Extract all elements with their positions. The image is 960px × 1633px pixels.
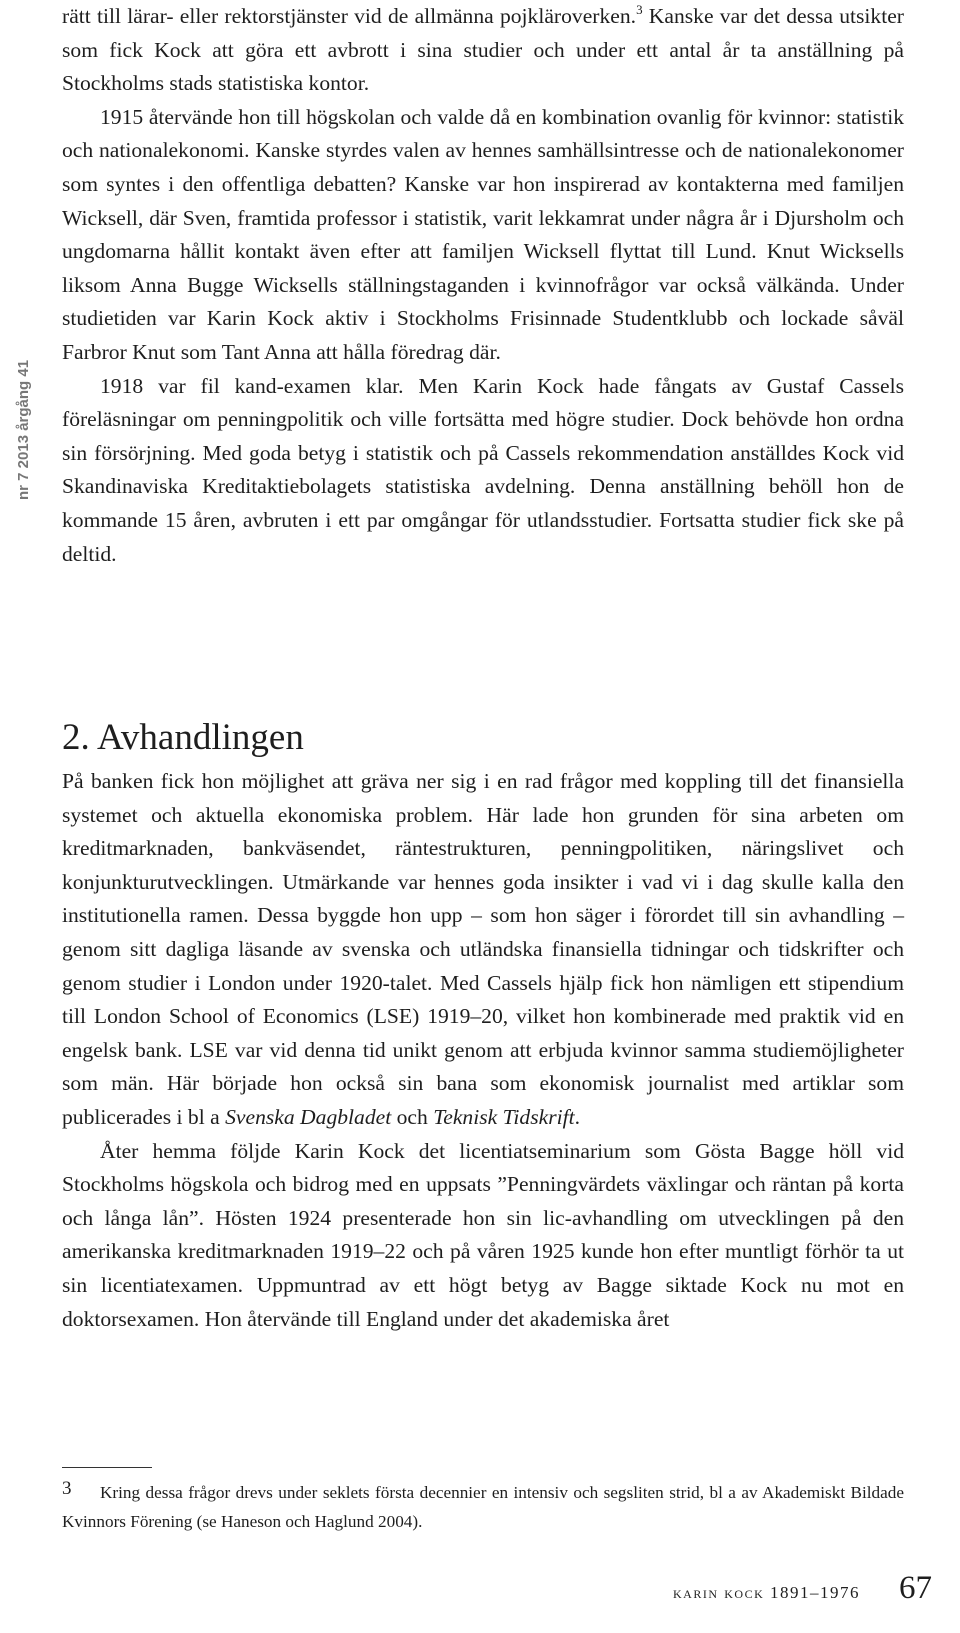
footnote-divider: [62, 1467, 152, 1468]
publication-title: Svenska Dagbladet: [225, 1104, 392, 1129]
paragraph-continuation: [62, 0, 904, 101]
section-2-text: [62, 765, 904, 1336]
section-heading: 2. Avhandlingen: [62, 717, 304, 758]
conjunction-text: och: [396, 1104, 428, 1129]
paragraph: Åter hemma följde Karin Kock det licentiatseminarium som Gösta Bagge höll vid Stockholms högskola och bidrog med en uppsats ”Penningvärdets växlingar och räntan på korta och långa lån”. Hösten 1924 presenterade hon sin lic-avhandling om utvecklingen på den amerikanska kreditmarknaden 1919–22 och på våren 1925 kunde hon efter muntligt förhör ta ut sin licentiatexamen. Uppmuntrad av ett högt betyg av Bagge siktade Kock nu mot en doktorsexamen. Hon återvände till England under det akademiska året: [62, 1138, 904, 1331]
footnote-text: Kring dessa frågor drevs under seklets första decennier en intensiv och segsliten strid, bl a av Akademiskt Bildade Kvinnors Förening (se Haneson och Haglund 2004).: [62, 1483, 904, 1531]
footnote: [62, 1474, 904, 1536]
paragraph: 1918 var fil kand-examen klar. Men Karin Kock hade fångats av Gustaf Cassels föreläsningar om penningpolitik och ville fortsätta med högre studier. Dock behövde hon ordna sin försörjning. Med goda betyg i statistik och på Cassels rekommendation anställdes Kock vid Skandinaviska Kreditaktiebolagets statistiska avdelning. Denna anställning behöll hon de kommande 15 åren, avbruten i ett par omgångar för utlandsstudier. Fortsatta studier fick ske på deltid.: [62, 373, 904, 566]
paragraph-text: På banken fick hon möjlighet att gräva ner sig i en rad frågor med koppling till det finansiella systemet och aktuella ekonomiska problem. Här lade hon grunden för sina arbeten om kreditmarknaden, bankväsendet, räntestrukturen, penningpolitiken, näringslivet och konjunkturutvecklingen. Utmärkande var hennes goda insikter i vad vi i dag skulle kalla den institutionella ramen. Dessa byggde hon upp – som hon säger i förordet till sin avhandling – genom sitt dagliga läsande av svenska och utländska finansiella tidningar och tidskrifter och genom studier i London under 1920-talet. Med Cassels hjälp fick hon nämligen ett stipendium till London School of Economics (LSE) 1919–20, vilket hon kombinerade med praktik vid en engelsk bank. LSE var vid denna tid unikt genom att erbjuda kvinnor samma studiemöjligheter som män. Här började hon också sin bana som ekonomisk journalist med artiklar som publicerades i bl a: [62, 769, 904, 1129]
paragraph-text: Kanske var det dessa utsikter som fick Kock att göra ett avbrott i sina studier och under ett antal år ta anställning på Stockholms stads statistiska kontor.: [62, 4, 904, 96]
section-1-text: [62, 0, 904, 571]
paragraph-text: rätt till lärar- eller rektorstjänster vid de allmänna pojkläroverken.: [62, 4, 637, 28]
footnote-reference: 3: [636, 2, 643, 17]
section-1-body: [62, 0, 904, 571]
paragraph: 1915 återvände hon till högskolan och valde då en kombination ovanlig för kvinnor: statistik och nationalekonomi. Kanske styrdes valen av hennes samhällsintresse och de nationalekonomer som syntes i den offentliga debatten? Kanske var hon inspirerad av kontakterna med familjen Wicksell, där Sven, framtida professor i statistik, varit lekkamrat under några år i Djursholm och ungdomarna hållit kontakt även efter att familjen Wicksell flyttat till Lund. Knut Wicksells liksom Anna Bugge Wicksells ställningstaganden i kvinnofrågor var också välkända. Under studietiden var Karin Kock aktiv i Stockholms Frisinnade Studentklubb och lockade såväl Farbror Knut som Tant Anna att hålla föredrag där.: [62, 104, 904, 364]
running-footer-title: karin kock 1891–1976: [673, 1583, 860, 1602]
paragraph: [62, 765, 904, 1135]
section-2-body: [62, 765, 904, 1336]
punctuation: .: [574, 1104, 581, 1129]
footnote-number: 3: [62, 1478, 72, 1499]
journal-issue-label: nr 7 2013 årgång 41: [15, 359, 32, 500]
publication-title: Teknisk Tidskrift: [433, 1104, 575, 1129]
page-number: 67: [899, 1570, 932, 1606]
